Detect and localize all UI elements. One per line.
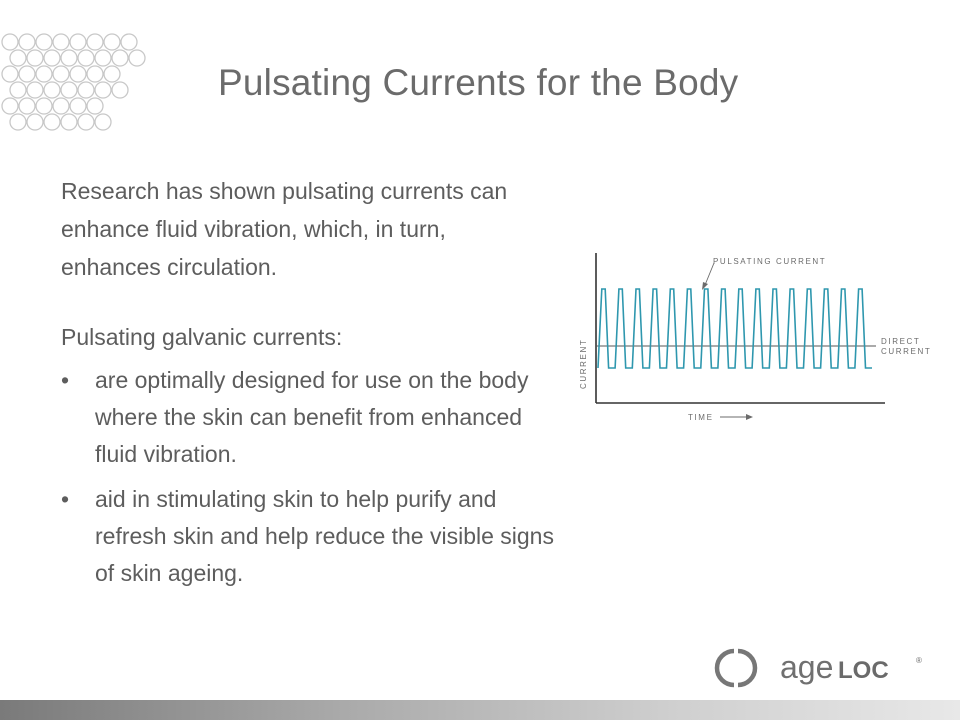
decor-circle <box>53 98 69 114</box>
decor-circle <box>95 50 111 66</box>
decor-circle <box>112 82 128 98</box>
logo-text-age: age <box>780 649 834 685</box>
current-diagram <box>570 245 935 430</box>
decor-circle <box>2 34 18 50</box>
decor-circle <box>27 50 43 66</box>
ageloc-swirl-icon <box>717 651 755 685</box>
decor-circle <box>78 82 94 98</box>
direct-current-label-line1: DIRECT <box>881 337 921 346</box>
decor-circle <box>36 66 52 82</box>
bullet-text: are optimally designed for use on the body where the skin can benefit from enhanced fluid vibration. <box>95 367 529 467</box>
decor-circle <box>2 66 18 82</box>
decor-circle <box>95 82 111 98</box>
decor-circle <box>87 98 103 114</box>
x-axis-label: TIME <box>688 413 714 422</box>
decor-circle <box>70 98 86 114</box>
decor-circle <box>10 50 26 66</box>
decor-circle <box>70 34 86 50</box>
pulsating-current-wave <box>598 289 872 368</box>
bullet-list <box>61 362 581 592</box>
decor-circle <box>53 34 69 50</box>
decor-circle <box>19 34 35 50</box>
subheading: Pulsating galvanic currents: <box>61 324 343 350</box>
decor-circle <box>104 34 120 50</box>
decor-circle <box>19 66 35 82</box>
bullet-text: aid in stimulating skin to help purify and refresh skin and help reduce the visible signs of skin ageing. <box>95 486 554 586</box>
decor-circle <box>36 34 52 50</box>
decor-circle <box>10 82 26 98</box>
decor-circle <box>121 34 137 50</box>
decor-circle <box>27 114 43 130</box>
decor-circle <box>36 98 52 114</box>
slide-body <box>61 172 581 600</box>
slide-title: Pulsating Currents for the Body <box>218 62 739 103</box>
bullet-dot: • <box>61 367 70 393</box>
bullet-item <box>61 362 565 473</box>
decorative-circles <box>0 30 170 135</box>
decor-circle <box>95 114 111 130</box>
pointer-line <box>705 263 714 285</box>
decor-circle <box>19 98 35 114</box>
pulsating-current-label: PULSATING CURRENT <box>713 257 827 266</box>
decor-circle <box>70 66 86 82</box>
time-arrowhead <box>746 414 753 420</box>
footer-gradient-bar <box>0 700 960 720</box>
decor-circle <box>53 66 69 82</box>
decor-circle <box>27 82 43 98</box>
decor-circle <box>61 50 77 66</box>
decor-circle <box>104 66 120 82</box>
decor-circle <box>87 34 103 50</box>
logo-text-loc: LOC <box>838 657 889 684</box>
decor-circle <box>61 82 77 98</box>
intro-paragraph: Research has shown pulsating currents can enhance fluid vibration, which, in turn, enhances circulation. <box>61 178 508 280</box>
decor-circle <box>78 50 94 66</box>
bullet-dot: • <box>61 486 70 512</box>
decor-circle <box>44 50 60 66</box>
decor-circle <box>61 114 77 130</box>
ageloc-logo <box>708 645 928 691</box>
logo-registered-mark: ® <box>916 656 922 665</box>
decor-circle <box>44 114 60 130</box>
decor-circle <box>10 114 26 130</box>
decor-circle <box>44 82 60 98</box>
y-axis-label: CURRENT <box>579 338 588 389</box>
decor-circle <box>129 50 145 66</box>
bullet-item <box>61 481 565 592</box>
decor-circle <box>78 114 94 130</box>
decor-circle <box>87 66 103 82</box>
direct-current-label-line2: CURRENT <box>881 347 932 356</box>
decor-circle <box>112 50 128 66</box>
decor-circle <box>2 98 18 114</box>
